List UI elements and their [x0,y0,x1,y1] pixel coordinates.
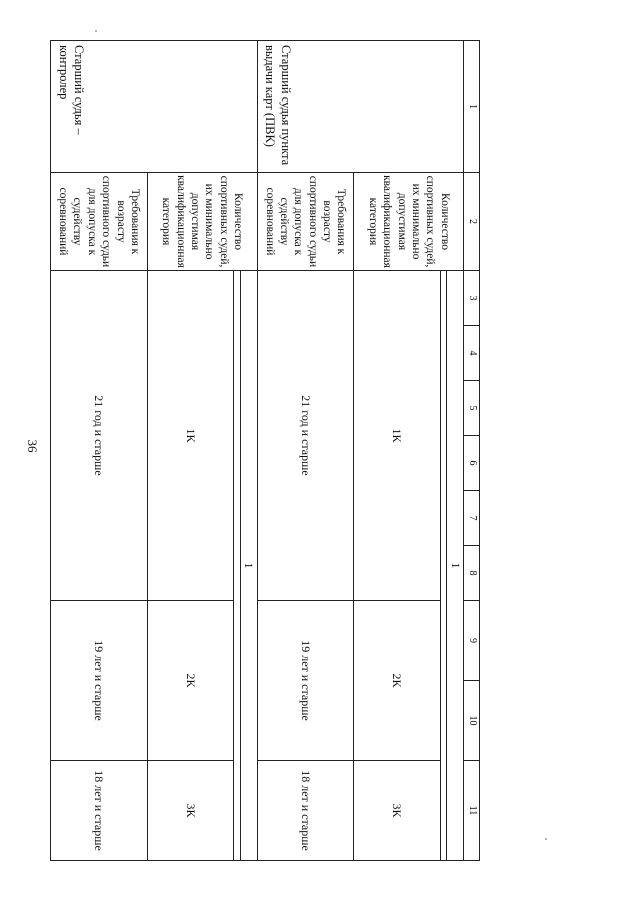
category-value: 3К [354,761,441,861]
age-value: 18 лет и старше [257,761,354,861]
age-value: 21 год и старше [257,271,354,601]
col-header: 11 [464,761,480,861]
col-header: 9 [464,601,480,681]
age-label: Требования к возрасту спортивного судьи для допуска к судейству соревнований [257,173,354,271]
page-number: 36 [25,439,40,453]
judges-requirements-table [50,40,480,861]
count-label: Количество спортивных судей, их минимально допустимая квалификационная категория [147,173,257,271]
col-header: 5 [464,381,480,436]
spacer-cell [234,271,240,861]
scan-speck [95,30,97,32]
count-label: Количество спортивных судей, их минимально допустимая квалификационная категория [354,173,464,271]
header-row [464,41,480,861]
scan-speck [545,838,547,840]
category-value: 1К [147,271,234,601]
role-title: Старший судья – контролер [51,41,258,173]
age-label: Требования к возрасту спортивного судьи для допуска к судейству соревнований [51,173,148,271]
role-title: Старший судья пункта выдачи карт (ПВК) [257,41,464,173]
col-header: 4 [464,326,480,381]
category-value: 2К [147,601,234,761]
age-value: 18 лет и старше [51,761,148,861]
rotated-table-frame [50,40,480,860]
col-header: 2 [464,173,480,271]
category-value: 3К [147,761,234,861]
col-header: 3 [464,271,480,326]
col-header: 6 [464,436,480,491]
table-row [240,41,257,861]
category-value: 2К [354,601,441,761]
col-header: 8 [464,546,480,601]
count-value: 1 [447,271,464,861]
spacer-cell [440,271,446,861]
age-value: 19 лет и старше [257,601,354,761]
col-header: 1 [464,41,480,173]
age-value: 19 лет и старше [51,601,148,761]
count-value: 1 [240,271,257,861]
category-value: 1К [354,271,441,601]
rotated-table-area [50,40,480,860]
col-header: 7 [464,491,480,546]
age-value: 21 год и старше [51,271,148,601]
table-row [447,41,464,861]
col-header: 10 [464,681,480,761]
